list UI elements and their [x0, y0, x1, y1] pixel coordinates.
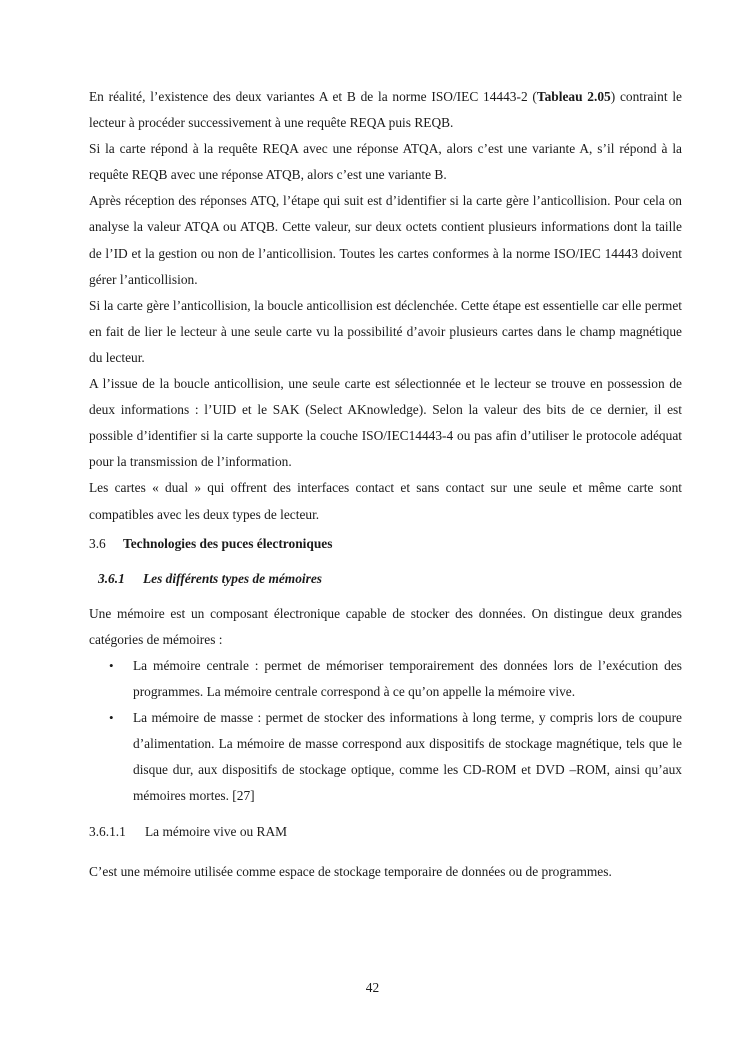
section-title: Technologies des puces électroniques	[123, 535, 333, 551]
bullet-icon: •	[109, 657, 114, 673]
list-item	[89, 653, 682, 705]
paragraph-uid-sak: A l’issue de la boucle anticollision, une seule carte est sélectionnée et le lecteur se trouve en possession de deux informations : l’UID et le SAK (Select AKnowledge). Selon la valeur des bits de ce dernier, il est possible d’identifier si la carte supporte la couche ISO/IEC14443-4 ou pas afin d’utiliser le protocole adéquat pour la transmission de l’information.	[89, 376, 682, 470]
memory-types-list	[89, 653, 682, 810]
subsection-number: 3.6.1	[98, 570, 125, 586]
subsubsection-number: 3.6.1.1	[89, 824, 126, 840]
section-heading	[89, 531, 682, 557]
subsubsection-heading	[89, 819, 682, 845]
page-number: 42	[365, 980, 380, 995]
paragraph-memory-intro: Une mémoire est un composant électronique capable de stocker des données. On distingue deux grandes catégories de mémoires :	[89, 605, 682, 647]
paragraph-ram: C’est une mémoire utilisée comme espace de stockage temporaire de données ou de programmes.	[89, 864, 612, 880]
table-reference: Tableau 2.05	[536, 89, 611, 104]
document-body	[89, 84, 682, 885]
paragraph-atqa-atqb: Si la carte répond à la requête REQA avec une réponse ATQA, alors c’est une variante A, s’il répond à la requête REQB avec une réponse ATQB, alors c’est une variante B.	[89, 141, 682, 183]
paragraph-anticollision-loop: Si la carte gère l’anticollision, la boucle anticollision est déclenchée. Cette étape est essentielle car elle permet en fait de lier le lecteur à une seule carte vu la possibilité d’avoir plusieurs cartes dans le champ magnétique du lecteur.	[89, 297, 682, 365]
subsection-heading	[98, 566, 682, 592]
list-item-text: La mémoire centrale : permet de mémoriser temporairement des données lors de l’exécution des programmes. La mémoire centrale correspond à ce qu’on appelle la mémoire vive.	[133, 657, 682, 699]
bullet-icon: •	[109, 709, 114, 725]
list-item-text: La mémoire de masse : permet de stocker des informations à long terme, y compris lors de coupure d’alimentation. La mémoire de masse correspond aux dispositifs de stockage magnétique, tels que le disque dur, aux dispositifs de stockage optique, comme les CD-ROM et DVD –ROM, ainsi qu’aux mémoires mortes. [27]	[133, 709, 682, 804]
paragraph-anticollision-check: Après réception des réponses ATQ, l’étape qui suit est d’identifier si la carte gère l’anticollision. Pour cela on analyse la valeur ATQA ou ATQB. Cette valeur, sur deux octets contient plusieurs informations dont la taille de l’ID et la gestion ou non de l’anticollision. Toutes les cartes conformes à la norme ISO/IEC 14443 doivent gérer l’anticollision.	[89, 193, 682, 287]
paragraph-text: ) contraint le lecteur à procéder successivement à une requête REQA puis REQB.	[89, 89, 682, 131]
section-number: 3.6	[89, 535, 106, 551]
paragraph-reqa-reqb	[89, 84, 682, 136]
paragraph-text: En réalité, l’existence des deux variantes A et B de la norme ISO/IEC 14443-2 (	[89, 89, 537, 104]
subsection-title: Les différents types de mémoires	[143, 570, 323, 586]
list-item	[89, 705, 682, 809]
paragraph-dual-cards: Les cartes « dual » qui offrent des interfaces contact et sans contact sur une seule et même carte sont compatibles avec les deux types de lecteur.	[89, 480, 682, 522]
subsubsection-title: La mémoire vive ou RAM	[145, 824, 288, 840]
